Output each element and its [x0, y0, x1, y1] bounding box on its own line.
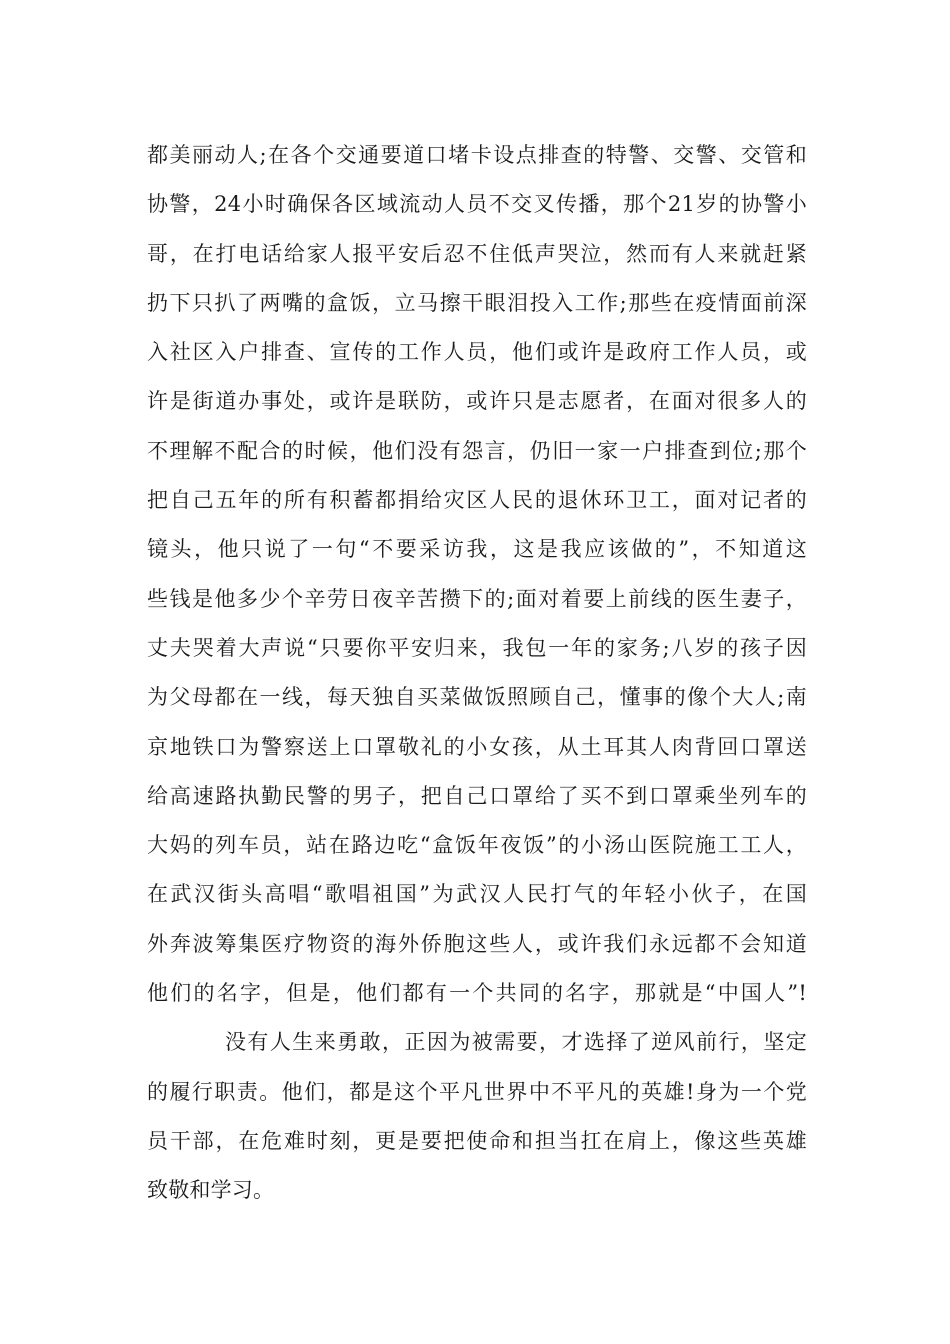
paragraph-2 — [147, 1018, 807, 1215]
text-line: 都美丽动人;在各个交通要道口堵卡设点排查的特警、交警、交管和 — [147, 143, 807, 167]
text-line: 致敬和学习。 — [147, 1178, 275, 1203]
text-line: 扔下只扒了两嘴的盒饭，立马擦干眼泪投入工作;那些在疫情面前深 — [147, 290, 807, 315]
text-line: 的履行职责。他们，都是这个平凡世界中不平凡的英雄!身为一个党 — [147, 1079, 807, 1104]
text-line: 为父母都在一线，每天独自买菜做饭照顾自己，懂事的像个大人;南 — [147, 685, 807, 710]
text-line: 不理解不配合的时候，他们没有怨言，仍旧一家一户排查到位;那个 — [147, 438, 807, 463]
text-line: 协警，24小时确保各区域流动人员不交叉传播，那个21岁的协警小 — [147, 192, 807, 217]
text-line: 他们的名字，但是，他们都有一个共同的名字，那就是“中国人”! — [147, 981, 807, 1006]
text-line: 丈夫哭着大声说“只要你平安归来，我包一年的家务;八岁的孩子因 — [147, 635, 807, 660]
text-line: 京地铁口为警察送上口罩敬礼的小女孩，从土耳其人肉背回口罩送 — [147, 734, 807, 759]
text-line: 大妈的列车员，站在路边吃“盒饭年夜饭”的小汤山医院施工工人， — [147, 833, 807, 858]
text-line: 把自己五年的所有积蓄都捐给灾区人民的退休环卫工，面对记者的 — [147, 488, 807, 513]
text-line: 没有人生来勇敢，正因为被需要，才选择了逆风前行，坚定 — [225, 1030, 807, 1055]
text-line: 外奔波筹集医疗物资的海外侨胞这些人，或许我们永远都不会知道 — [147, 931, 807, 956]
text-line: 员干部，在危难时刻，更是要把使命和担当扛在肩上，像这些英雄 — [147, 1128, 807, 1153]
text-line: 入社区入户排查、宣传的工作人员，他们或许是政府工作人员，或 — [147, 340, 807, 365]
text-line: 些钱是他多少个辛劳日夜辛苦攒下的;面对着要上前线的医生妻子， — [147, 586, 807, 611]
text-line: 镜头，他只说了一句“不要采访我，这是我应该做的”，不知道这 — [147, 537, 807, 562]
text-line: 哥，在打电话给家人报平安后忍不住低声哭泣，然而有人来就赶紧 — [147, 241, 807, 266]
text-line: 给高速路执勤民警的男子，把自己口罩给了买不到口罩乘坐列车的 — [147, 783, 807, 808]
text-line: 许是街道办事处，或许是联防，或许只是志愿者，在面对很多人的 — [147, 389, 807, 414]
document-body — [147, 131, 807, 1216]
text-line: 在武汉街头高唱“歌唱祖国”为武汉人民打气的年轻小伙子，在国 — [147, 882, 807, 907]
paragraph-1 — [147, 131, 807, 1018]
